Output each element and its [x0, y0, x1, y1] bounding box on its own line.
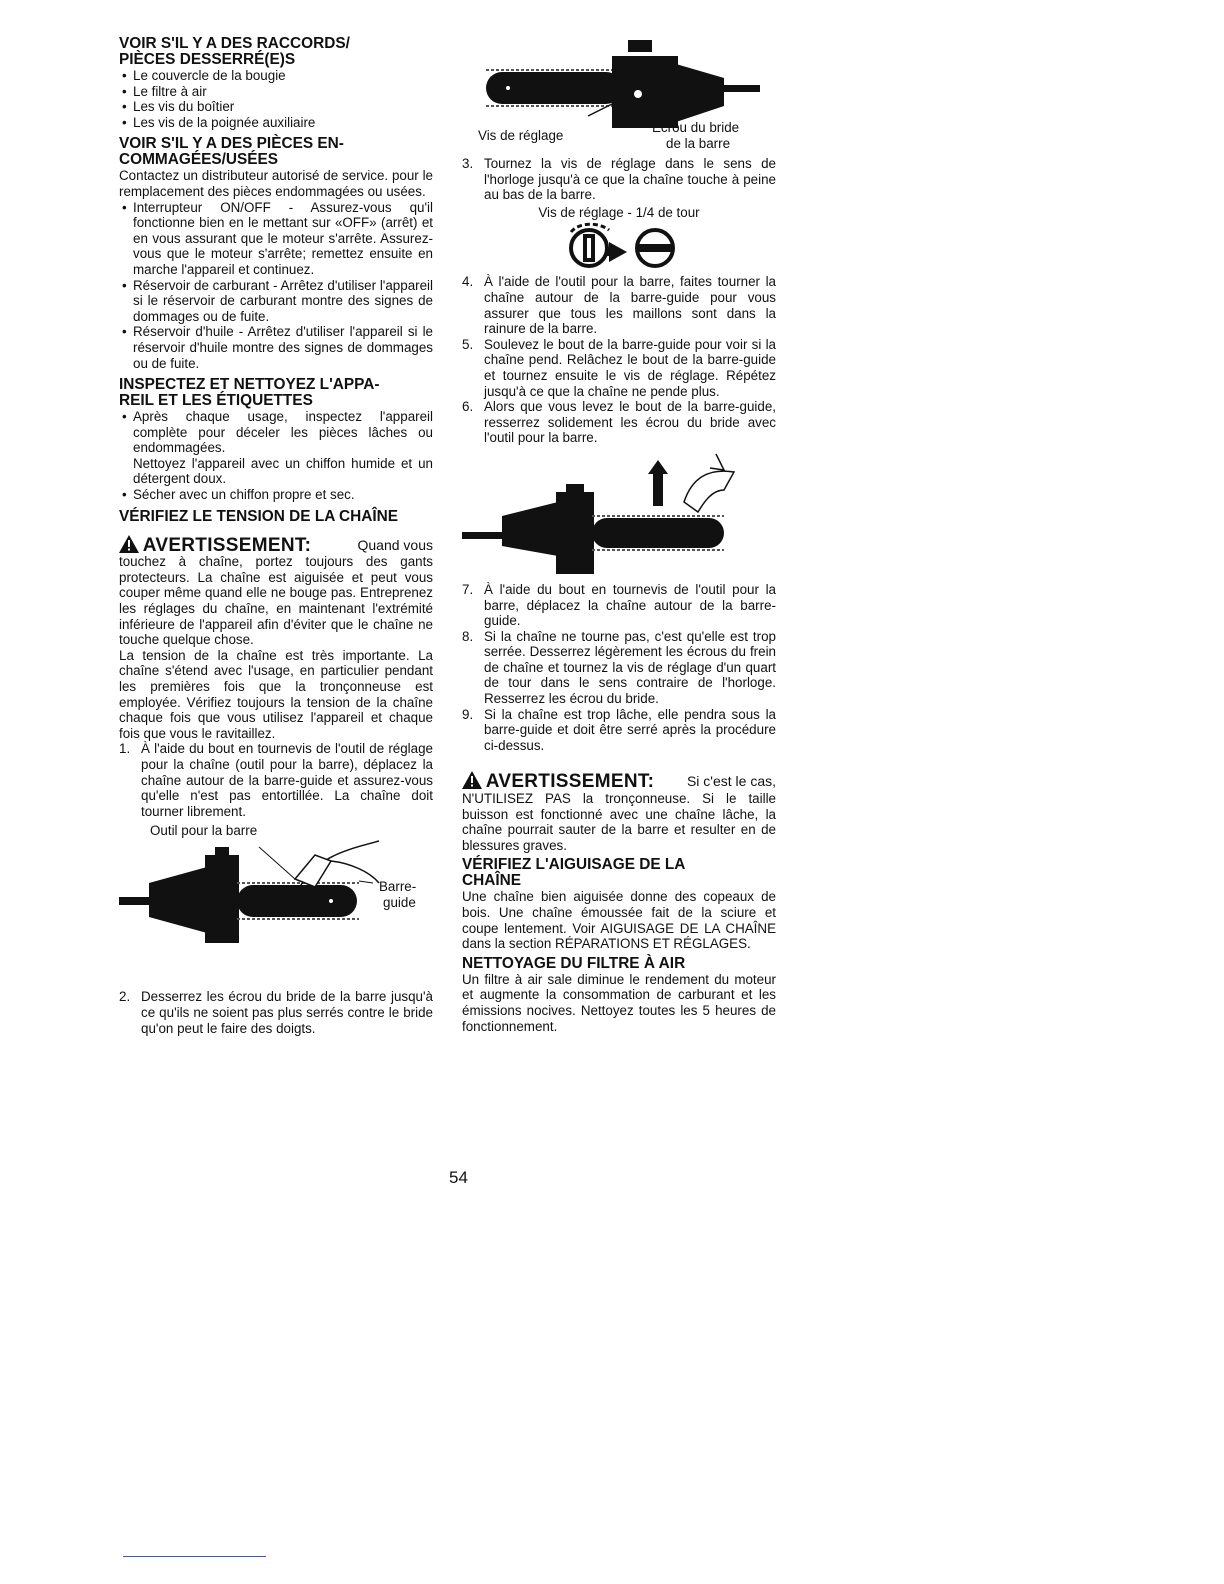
lift-bar-illustration: [462, 446, 776, 582]
footer-rule: [123, 1556, 266, 1557]
tension-paragraph: La tension de la chaîne est très importante. La chaîne s'étend avec l'usage, en particulier pendant les premières fois que la tronçonneuse est employée. Vérifiez toujours la tension de la chaîne chaque fois que vous utilisez l'appareil et chaque fois que vous le ravitaillez.: [119, 647, 433, 741]
steps-list-5: [462, 582, 776, 754]
air-filter-body: Un filtre à air sale diminue le rendement du moteur et augmente la consommation de carburant et les émissions nocives. Nettoyez toutes les 5 heures de fonctionnement.: [462, 971, 776, 1034]
steps-list-1: [119, 741, 433, 819]
list-item: • Réservoir d'huile - Arrêtez d'utiliser l'appareil si le réservoir d'huile montre des signes de dommages ou de fuite.: [119, 324, 433, 371]
inspect-list: [119, 409, 433, 503]
section-title-damaged-parts: VOIR S'IL Y A DES PIÈCES EN- COMMAGÉES/USÉES: [119, 135, 344, 169]
steps-list-3: [462, 156, 776, 203]
warning-lead: Si c'est le cas,: [686, 773, 776, 790]
quarter-turn-icon: [549, 220, 689, 274]
page-number: 54: [449, 1168, 468, 1187]
list-item: 3. Tournez la vis de réglage dans le sens de l'horloge jusqu'à ce que la chaîne touche à peine au bas de la barre.: [462, 156, 776, 203]
list-item: • Le filtre à air: [119, 84, 433, 100]
list-item: 4. À l'aide de l'outil pour la barre, faites tourner la chaîne autour de la barre-guide pour vous assurer que tous les maillons sont dans la rainure de la barre.: [462, 274, 776, 337]
damaged-parts-list: [119, 200, 433, 372]
list-item: • Après chaque usage, inspectez l'appareil complète pour déceler les pièces lâches ou endommagées. Nettoyez l'appareil avec un chiffon humide et un détergent doux.: [119, 409, 433, 487]
figure-adjust-screw: [462, 36, 776, 154]
list-item: 5. Soulevez le bout de la barre-guide pour voir si la chaîne pend. Relâchez le bout de la barre-guide et tournez ensuite le vis de réglage. Répétez jusqu'à ce que la chaîne ne pende plus.: [462, 336, 776, 399]
right-column: [462, 36, 776, 1034]
figure-quarter-turn: [462, 220, 776, 274]
warning-body: touchez à chaîne, portez toujours des gants protecteurs. La chaîne est aiguisée et peut vous couper même quand elle ne bouge pas. Entreprenez les réglages du chaîne, en maintenant l'extrémité inférieure de l'appareil afin d'éviter que le chaîne ne touche quelque chose.: [119, 554, 433, 648]
steps-list-4: [462, 274, 776, 446]
steps-list-2: [119, 989, 433, 1036]
warning-block-2: [462, 771, 776, 853]
section-title-chain-tension: VÉRIFIEZ LE TENSION DE LA CHAÎNE: [119, 507, 399, 525]
list-item: • Sécher avec un chiffon propre et sec.: [119, 487, 433, 503]
list-item: • Le couvercle de la bougie: [119, 68, 433, 84]
list-item: 7. À l'aide du bout en tournevis de l'outil pour la barre, déplacez la chaîne autour de la barre-guide.: [462, 581, 776, 629]
list-item: 8. Si la chaîne ne tourne pas, c'est qu'elle est trop serrée. Desserrez légèrement les écrous du frein de chaîne et tournez la vis de réglage d'un quart de tour dans le sens contraire de l'horloge. Resserrez les écrou du bride.: [462, 628, 776, 707]
label-bar-nut-2: de la barre: [666, 136, 731, 151]
label-bar-tool: Outil pour la barre: [150, 823, 258, 839]
label-adjust-screw: Vis de réglage: [478, 128, 564, 143]
damaged-parts-intro: Contactez un distributeur autorisé de service. pour le remplacement des pièces endommagées ou usées.: [119, 168, 433, 199]
warning-triangle-icon: [119, 539, 143, 554]
figure-lift-bar: [462, 446, 776, 582]
warning-heading: AVERTISSEMENT:: [142, 534, 312, 556]
list-item: • Réservoir de carburant - Arrêtez d'utiliser l'appareil si le réservoir de carburant montre des signes de dommages ou de fuite.: [119, 278, 433, 325]
section-title-sharpness: VÉRIFIEZ L'AIGUISAGE DE LA CHAÎNE: [462, 856, 686, 890]
section-title-raccords: VOIR S'IL Y A DES RACCORDS/ PIÈCES DESSERRÉ(E)S: [119, 35, 350, 68]
raccords-list: [119, 68, 433, 130]
warning-lead: Quand vous: [357, 536, 433, 553]
list-item: 9. Si la chaîne est trop lâche, elle pendra sous la barre-guide et doit être serré après la procédure ci-dessus.: [462, 706, 776, 753]
warning-block-1: [119, 535, 433, 648]
warning-triangle-icon: [462, 775, 486, 790]
section-title-air-filter: NETTOYAGE DU FILTRE À AIR: [462, 954, 686, 972]
list-item: 6. Alors que vous levez le bout de la barre-guide, resserrez solidement les écrou du bride avec l'outil pour la barre.: [462, 399, 776, 446]
sharpness-body: Une chaîne bien aiguisée donne des copeaux de bois. Une chaîne émoussée fait de la sciure et coupe lentement. Voir AIGUISAGE DE LA CHAÎNE dans la section RÉPARATIONS ET RÉGLAGES.: [462, 889, 776, 952]
warning-body: N'UTILISEZ PAS la tronçonneuse. Si le taille buisson est fonctionné avec une chaîne lâche, la chaîne pourrait sauter de la barre et resulter en de blessures graves.: [462, 791, 776, 853]
label-guide-bar-2: guide: [383, 895, 416, 911]
warning-heading: AVERTISSEMENT:: [485, 771, 655, 793]
label-guide-bar-1: Barre-: [379, 879, 417, 895]
figure-bar-tool: [119, 823, 433, 989]
list-item: 2. Desserrez les écrou du bride de la barre jusqu'à ce qu'ils ne soient pas plus serrés contre le bride qu'on peut le faire des doigts.: [119, 989, 433, 1036]
section-title-inspect-clean: INSPECTEZ ET NETTOYEZ L'APPA- REIL ET LES ÉTIQUETTES: [119, 376, 380, 410]
list-item: 1. À l'aide du bout en tournevis de l'outil de réglage pour la chaîne (outil pour la barre), déplacez la chaîne autour de la barre-guide et assurez-vous qu'elle n'est pas entortillée. La chaîne doit tourner librement.: [119, 741, 433, 819]
list-item: • Les vis du boîtier: [119, 99, 433, 115]
quarter-turn-caption: Vis de réglage - 1/4 de tour: [538, 204, 700, 220]
label-bar-nut-1: Écrou du bride: [652, 120, 740, 135]
list-item: • Les vis de la poignée auxiliaire: [119, 115, 433, 131]
list-item: • Interrupteur ON/OFF - Assurez-vous qu'il fonctionne bien en le mettant sur «OFF» (arrêt) et en vous assurant que le moteur s'arrête. Assurez-vous que le moteur s'arrête; remettez ensuite en marche l'appareil et continuez.: [119, 200, 433, 278]
left-column: [119, 36, 433, 1036]
